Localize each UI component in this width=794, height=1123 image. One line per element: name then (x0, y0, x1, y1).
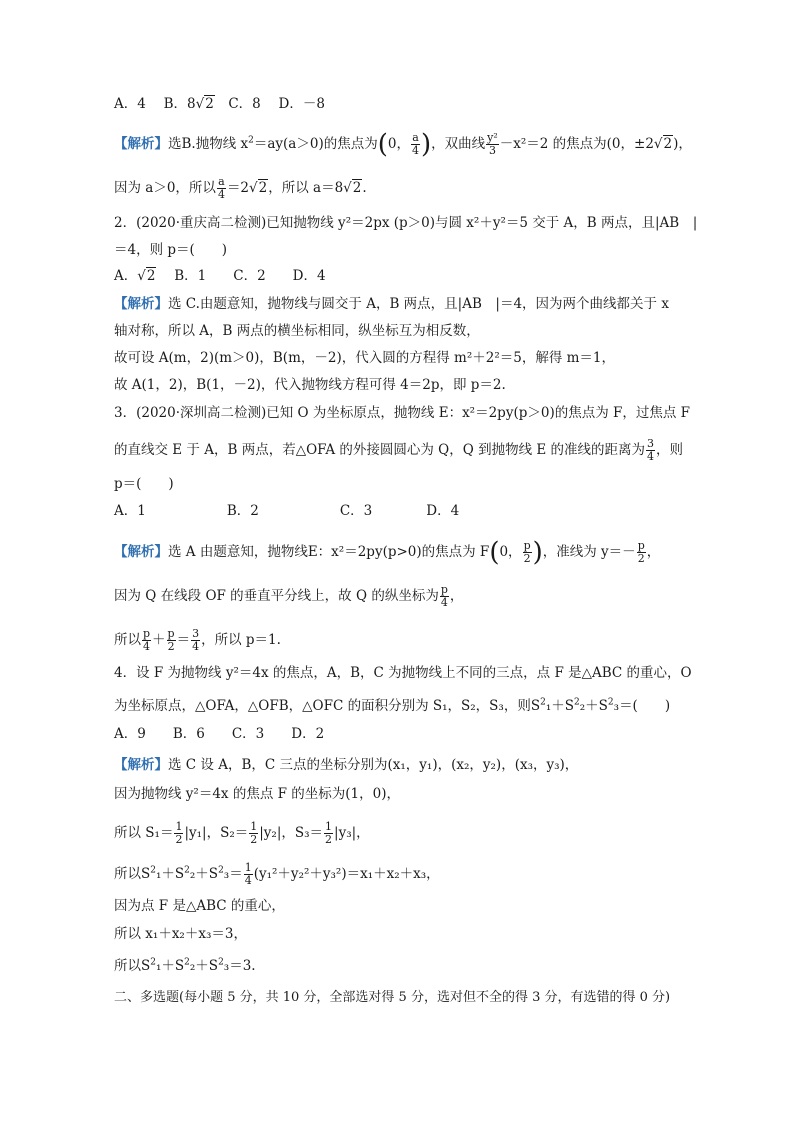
q2-analysis-line-4: 故 A(1，2)，B(1，－2)，代入抛物线方程可得 4＝2p，即 p＝2. (114, 377, 506, 393)
q2-analysis-line-1: 【解析】选 C.由题意知，抛物线与圆交于 A，B 两点，且|AB |＝4，因为两个曲线都关于 x (114, 296, 669, 312)
q2-options: A．√2 B．1 C．2 D．4 (114, 268, 326, 284)
fraction: $\frac{a}{4}$ (217, 175, 225, 201)
q4-analysis-line-6: 所以 x₁＋x₂＋x₃＝3， (114, 926, 247, 942)
fraction: $\frac{p}{2}$ (523, 539, 531, 565)
analysis-tag: 【解析】 (114, 757, 168, 773)
q3-analysis-line-1: 【解析】选 A 由题意知，抛物线E：x²＝2py(p>0)的焦点为 F(0， $\frac{p}{2}$ )，准线为 y＝－ $\frac{p}{2}$ ， (114, 537, 661, 568)
analysis-tag: 【解析】 (114, 544, 168, 560)
q4-stem-line-1: 4．设 F 为抛物线 y²＝4x 的焦点，A，B，C 为抛物线上不同的三点，点 F 是△ABC 的重心，O (114, 665, 692, 681)
q1-analysis-line-1: 【解析】选B.抛物线 $x^2=ay(a>0)$的焦点为(0， $\frac{a}{4}$ )，双曲线 $\frac{\text{y²}}{3}$ －x²＝2 的焦点为(0，±2√2)， (114, 129, 692, 160)
fraction: $\frac{p}{4}$ (440, 583, 448, 609)
analysis-tag: 【解析】 (114, 136, 168, 152)
q4-stem-line-2: 为坐标原点，△OFA，△OFB，△OFC 的面积分别为 S₁，S₂，S₃，则$S^2_1+S^2_2+S^2_3=$( ) (114, 697, 671, 714)
fraction: $\frac{a}{4}$ (411, 131, 419, 157)
q3-stem-line-1: 3．(2020·深圳高二检测)已知 O 为坐标原点，抛物线 E：x²＝2py(p＞0)的焦点为 F，过焦点 F (114, 405, 691, 421)
q2-analysis-line-3: 故可设 A(m，2)(m＞0)，B(m，－2)，代入圆的方程得 m²＋2²＝5，解得 m＝1， (114, 350, 616, 366)
section-heading-multiple-choice: 二、多选题(每小题 5 分，共 10 分，全部选对得 5 分，选对但不全的得 3 分，有选错的得 0 分) (114, 990, 671, 1005)
sqrt-symbol: √2 (195, 96, 214, 112)
q2-stem-line-2: ＝4，则 p＝( ) (114, 242, 228, 258)
q4-analysis-line-3: 所以 S₁＝ $\frac{1}{2}$ |y₁|，S₂＝ $\frac{1}{2}$ |y₂|，S₃＝ $\frac{1}{2}$ |y₃|， (114, 820, 370, 846)
q3-stem-line-2: 的直线交 E 于 A，B 两点，若△OFA 的外接圆圆心为 Q，Q 到抛物线 E 的准线的距离为 $\frac{3}{4}$ ，则 (114, 437, 684, 463)
q2-stem-line-1: 2．(2020·重庆高二检测)已知抛物线 y²＝2px (p＞0)与圆 x²＋y²＝5 交于 A，B 两点，且|AB | (114, 215, 698, 231)
analysis-tag: 【解析】 (114, 296, 168, 312)
fraction: $\frac{p}{2}$ (637, 539, 645, 565)
q2-analysis-line-2: 轴对称，所以 A，B 两点的横坐标相同，纵坐标互为相反数， (114, 323, 480, 339)
q4-options: A．9 B．6 C．3 D．2 (114, 726, 325, 742)
q3-analysis-line-3: 所以 $\frac{p}{4}$ ＋ $\frac{p}{2}$ ＝ $\frac{3}{4}$ ，所以 p＝1. (114, 627, 281, 653)
q1-options: A．4 B．8√2 C．8 D．－8 (114, 96, 325, 112)
fraction: $\frac{\text{y²}}{3}$ (487, 131, 498, 157)
q4-analysis-line-2: 因为抛物线 y²＝4x 的焦点 F 的坐标为(1，0)， (114, 786, 400, 802)
fraction: $\frac{3}{4}$ (647, 437, 655, 463)
q4-analysis-line-5: 因为点 F 是△ABC 的重心， (114, 898, 285, 914)
q3-options: A．1 B．2 C．3 D．4 (114, 503, 460, 519)
q3-stem-line-3: p＝( ) (114, 476, 174, 492)
q4-analysis-line-7: 所以$S^2_1+S^2_2+S^2_3=3$. (114, 957, 256, 974)
q3-analysis-line-2: 因为 Q 在线段 OF 的垂直平分线上，故 Q 的纵坐标为 $\frac{p}{4}$ ， (114, 583, 464, 609)
q4-analysis-line-1: 【解析】选 C 设 A，B，C 三点的坐标分别为(x₁，y₁)，(x₂，y₂)，(x₃，y₃)， (114, 757, 579, 773)
q1-analysis-line-2: 因为 a＞0，所以 $\frac{a}{4}$ ＝2√2，所以 a＝8√2. (114, 175, 367, 201)
q4-analysis-line-4: 所以$S^2_1+S^2_2+S^2_3=$ $\frac{1}{4}$ (y₁²＋y₂²＋y₃²)＝x₁＋x₂＋x₃， (114, 861, 440, 887)
